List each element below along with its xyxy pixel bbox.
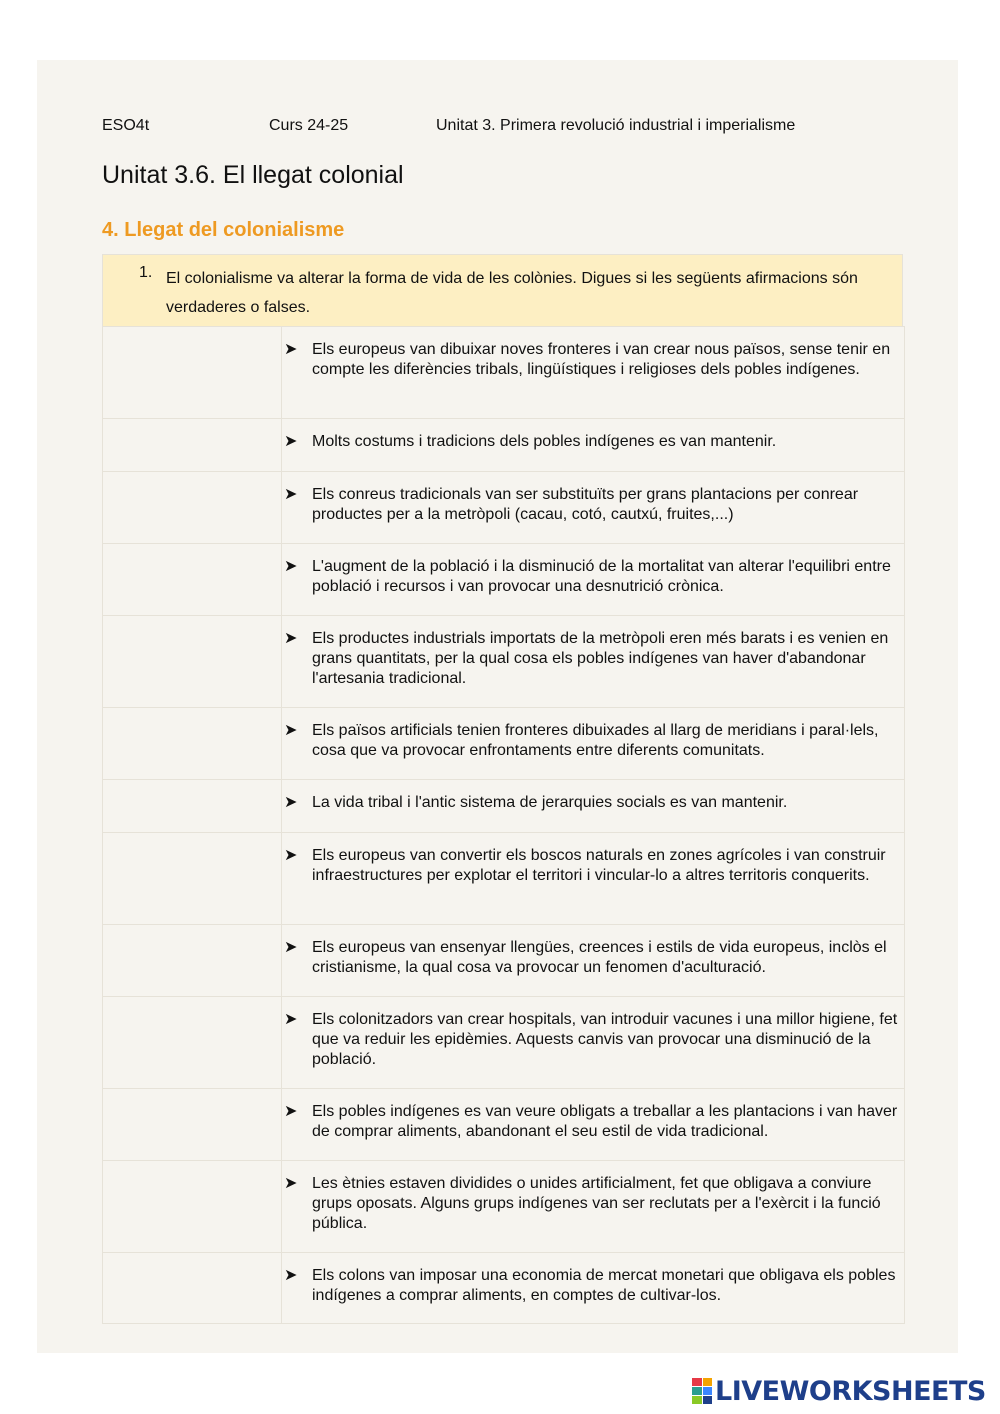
statement-text: La vida tribal i l'antic sistema de jerarquies socials es van mantenir. — [312, 794, 788, 811]
task-text: El colonialisme va alterar la forma de vida de les colònies. Digues si les següents afirmacions són verdaderes o falses. — [166, 270, 858, 316]
statement-text: Les ètnies estaven dividides o unides artificialment, fet que obligava a conviure grups oposats. Alguns grups indígenes van ser reclutats per a l'exèrcit i la funció pública. — [312, 1175, 881, 1232]
task-number: 1. — [139, 264, 153, 281]
statement-row — [103, 615, 904, 707]
arrow-bullet-icon: ➤ — [284, 1011, 298, 1028]
arrow-bullet-icon: ➤ — [284, 1175, 298, 1192]
statement-row — [103, 1252, 904, 1324]
page-title: Unitat 3.6. El llegat colonial — [102, 161, 404, 189]
answer-cell[interactable] — [103, 419, 282, 471]
statement-row — [103, 779, 904, 832]
statements-table — [102, 326, 905, 1324]
statement-row — [103, 326, 904, 418]
statement-text: Els colons van imposar una economia de mercat monetari que obligava els pobles indígenes a comprar aliments, en comptes de cultivar-los. — [312, 1267, 896, 1304]
statement-row — [103, 924, 904, 996]
statement-row — [103, 1088, 904, 1160]
answer-cell[interactable] — [103, 544, 282, 615]
answer-cell[interactable] — [103, 472, 282, 543]
task-instruction — [102, 254, 903, 326]
arrow-bullet-icon: ➤ — [284, 722, 298, 739]
liveworksheets-logo — [692, 1374, 986, 1408]
statement-row — [103, 418, 904, 471]
arrow-bullet-icon: ➤ — [284, 1103, 298, 1120]
statement-text: Els colonitzadors van crear hospitals, van introduir vacunes i una millor higiene, fet que va reduir les epidèmies. Aquests canvis van provocar una disminució de la població. — [312, 1011, 898, 1068]
answer-cell[interactable] — [103, 616, 282, 707]
statement-text: Els europeus van convertir els boscos naturals en zones agrícoles i van construir infraestructures per explotar el territori i vincular-lo a altres territoris conquerits. — [312, 847, 886, 884]
answer-cell[interactable] — [103, 780, 282, 832]
statement-text: Els països artificials tenien fronteres dibuixades al llarg de meridians i paral·lels, cosa que va provocar enfrontaments entre diferents comunitats. — [312, 722, 879, 759]
statement-text: L'augment de la població i la disminució de la mortalitat van alterar l'equilibri entre població i recursos i van provocar una desnutrició crònica. — [312, 558, 891, 595]
statement-text: Els conreus tradicionals van ser substituïts per grans plantacions per conrear productes per a la metròpoli (cacau, cotó, cautxú, fruites,...) — [312, 486, 859, 523]
statement-row — [103, 832, 904, 924]
section-heading: 4. Llegat del colonialisme — [102, 219, 345, 241]
answer-cell[interactable] — [103, 1161, 282, 1252]
answer-cell[interactable] — [103, 1089, 282, 1160]
arrow-bullet-icon: ➤ — [284, 558, 298, 575]
statement-text: Els europeus van dibuixar noves fronteres i van crear nous països, sense tenir en compte les diferències tribals, lingüístiques i religioses dels pobles indígenes. — [312, 341, 891, 378]
answer-cell[interactable] — [103, 327, 282, 418]
header-level: ESO4t — [102, 117, 150, 134]
answer-cell[interactable] — [103, 997, 282, 1088]
header-course: Curs 24-25 — [269, 117, 349, 134]
statement-text: Els pobles indígenes es van veure obligats a treballar a les plantacions i van haver de comprar aliments, abandonant el seu estil de vida tradicional. — [312, 1103, 898, 1140]
answer-cell[interactable] — [103, 708, 282, 779]
statement-row — [103, 996, 904, 1088]
statement-row — [103, 471, 904, 543]
answer-cell[interactable] — [103, 833, 282, 924]
arrow-bullet-icon: ➤ — [284, 1267, 298, 1284]
logo-text: LIVEWORKSHEETS — [715, 1375, 986, 1407]
statement-row — [103, 1160, 904, 1252]
arrow-bullet-icon: ➤ — [284, 939, 298, 956]
arrow-bullet-icon: ➤ — [284, 341, 298, 358]
answer-cell[interactable] — [103, 925, 282, 996]
statement-text: Els europeus van ensenyar llengües, creences i estils de vida europeus, inclòs el cristianisme, la qual cosa va provocar un fenomen d'aculturació. — [312, 939, 887, 976]
arrow-bullet-icon: ➤ — [284, 433, 298, 450]
header-unit: Unitat 3. Primera revolució industrial i imperialisme — [436, 117, 796, 134]
statement-text: Els productes industrials importats de la metròpoli eren més barats i es venien en grans quantitats, per la qual cosa els pobles indígenes van haver d'abandonar l'artesania tradicional. — [312, 630, 889, 687]
statement-row — [103, 707, 904, 779]
arrow-bullet-icon: ➤ — [284, 794, 298, 811]
logo-mark-icon — [692, 1378, 712, 1404]
statement-text: Molts costums i tradicions dels pobles indígenes es van mantenir. — [312, 433, 777, 450]
statement-row — [103, 543, 904, 615]
arrow-bullet-icon: ➤ — [284, 630, 298, 647]
arrow-bullet-icon: ➤ — [284, 847, 298, 864]
arrow-bullet-icon: ➤ — [284, 486, 298, 503]
answer-cell[interactable] — [103, 1253, 282, 1323]
